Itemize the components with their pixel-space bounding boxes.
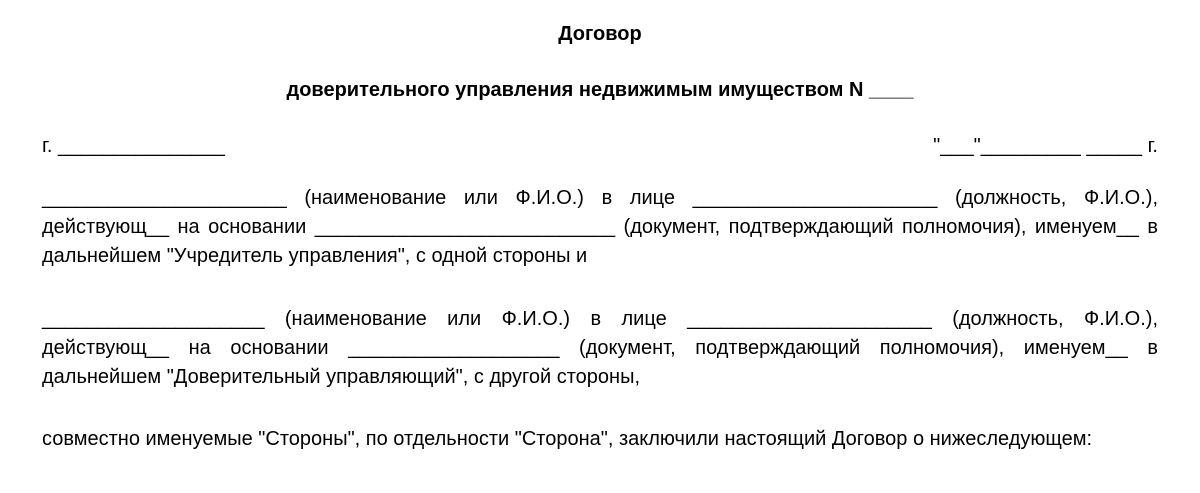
place-date-line — [42, 134, 1158, 158]
document-title: Договор — [558, 23, 642, 45]
paragraph-trustee: ____________________ (наименование или Ф.И.О.) в лице ______________________ (должность, Ф.И.О.), действующ__ на основании ___________________ (документ, подтверждающий полномочия), именуем__ в дальнейшем "Доверительный управляющий", с другой стороны, — [42, 308, 1158, 388]
date-field: "___"_________ _____ г. — [933, 135, 1158, 157]
document-subtitle: доверительного управления недвижимым имуществом N ____ — [286, 79, 914, 101]
place-field: г. _______________ — [42, 135, 225, 157]
paragraph-parties: совместно именуемые "Стороны", по отдельности "Сторона", заключили настоящий Договор о нижеследующем: — [42, 428, 1093, 450]
paragraph-founder: ______________________ (наименование или Ф.И.О.) в лице ______________________ (должность, Ф.И.О.), действующ__ на основании ___________________________ (документ, подтверждающий полномочия), именуем__ в дальнейшем "Учредитель управления", с одной стороны и — [42, 187, 1158, 267]
